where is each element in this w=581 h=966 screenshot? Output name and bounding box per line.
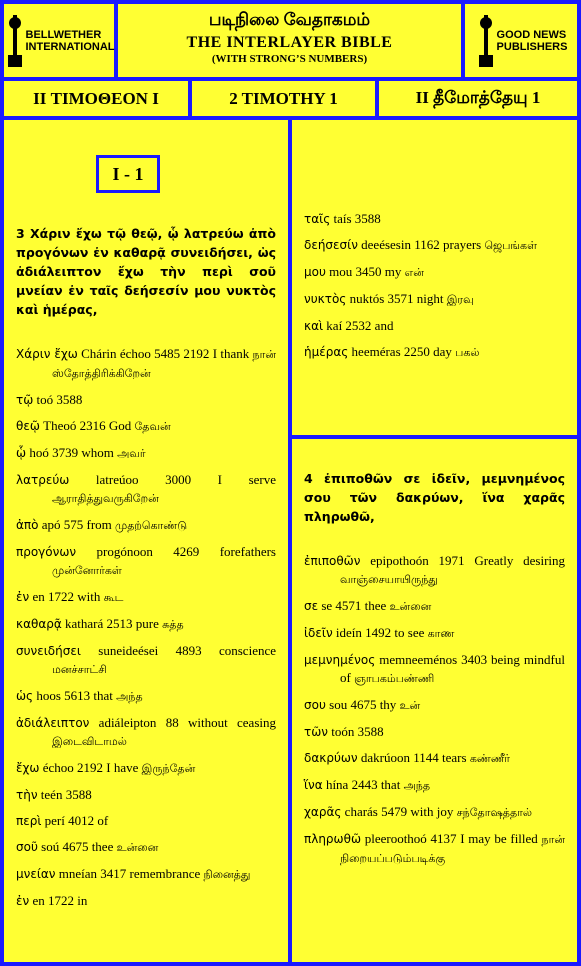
transliteration: ideín 1492 to see	[335, 625, 425, 640]
transliteration: progónoon 4269 forefathers	[96, 544, 276, 559]
tamil-gloss: ஞாபகம்பண்ணி	[354, 673, 435, 685]
transliteration: charás 5479 with joy	[344, 804, 454, 819]
transliteration: kaí 2532 and	[326, 318, 394, 333]
title-english: THE INTERLAYER BIBLE	[186, 34, 393, 51]
word-entry	[304, 236, 565, 255]
tamil-gloss: ஆராதித்துவருகிறேன்	[52, 493, 159, 505]
right-bottom-word-list	[304, 552, 565, 868]
title-block	[118, 4, 461, 77]
greek-word: μου	[304, 265, 326, 279]
word-entry	[304, 597, 565, 616]
word-entry	[16, 471, 276, 508]
transliteration: taís 3588	[333, 211, 381, 226]
greek-word: μνείαν	[16, 867, 56, 881]
word-entry	[304, 696, 565, 715]
greek-word: ὡς	[16, 689, 34, 703]
transliteration: Theoó 2316 God	[43, 418, 132, 433]
greek-word: τῷ	[16, 393, 34, 407]
tamil-gloss: ஜெபங்கள்	[484, 240, 538, 252]
tamil-gloss: இரவு	[446, 294, 474, 306]
right-top-word-list	[304, 210, 565, 362]
right-top-column	[292, 120, 577, 435]
good-news-logo	[465, 4, 577, 77]
figure-icon	[475, 13, 497, 69]
greek-word: ἡμέρας	[304, 345, 349, 359]
transliteration: hína 2443 that	[325, 777, 401, 792]
figure-icon	[4, 13, 26, 69]
tamil-gloss: என்	[404, 267, 424, 279]
chapter-badge: I - 1	[96, 155, 160, 193]
tamil-gloss: முதற்கொண்டு	[115, 520, 188, 532]
transliteration: teén 3588	[40, 787, 92, 802]
tamil-gloss: சந்தோஷத்தால்	[456, 807, 532, 819]
word-entry	[16, 642, 276, 679]
transliteration: latreúoo 3000 I serve	[95, 472, 276, 487]
greek-word: λατρεύω	[16, 473, 70, 487]
transliteration: memneeménos 3403 being mindful of	[340, 652, 565, 685]
transliteration: suneideései 4893 conscience	[98, 643, 277, 658]
greek-word: ἐπιποθῶν	[304, 554, 361, 568]
transliteration: heeméras 2250 day	[351, 344, 452, 359]
right-bottom-column	[292, 439, 577, 962]
word-entry	[16, 838, 276, 857]
transliteration: mou 3450 my	[329, 264, 402, 279]
greek-word: πληρωθῶ	[304, 832, 361, 846]
transliteration: dakrúoon 1144 tears	[360, 750, 467, 765]
transliteration: epipothoón 1971 Greatly desiring	[370, 553, 566, 568]
greek-word: τὴν	[16, 788, 38, 802]
tamil-gloss: அந்த	[116, 691, 143, 703]
word-entry	[16, 759, 276, 778]
greek-word: νυκτὸς	[304, 292, 347, 306]
verse-3-greek: 3 Χάριν ἔχω τῷ θεῷ, ᾧ λατρεύω ἀπὸ προγόνων ἐν καθαρᾷ συνειδήσει, ὡς ἀδιάλειπτον ἔχω τὴν περὶ σοῦ μνείαν ἐν ταῖς δεήσεσίν μου νυκτὸς καὶ ἡμέρας,	[16, 226, 276, 317]
bellwether-logo-text: BELLWETHER INTERNATIONAL	[25, 28, 115, 53]
greek-word: δακρύων	[304, 751, 358, 765]
tamil-gloss: சுத்த	[162, 619, 184, 631]
greek-word: σε	[304, 599, 319, 613]
tamil-gloss: மனச்சாட்சி	[52, 664, 107, 676]
greek-word: ἔχω	[16, 761, 40, 775]
tamil-gloss: கண்ணீர்	[469, 753, 511, 765]
tamil-gloss: இருந்தேன்	[141, 763, 196, 775]
word-entry	[16, 812, 276, 830]
tamil-gloss: உன்னை	[116, 842, 159, 854]
tamil-gloss: அந்த	[403, 780, 431, 792]
transliteration: hoó 3739 whom	[29, 445, 114, 460]
word-entry	[304, 776, 565, 795]
transliteration: apó 575 from	[41, 517, 112, 532]
word-entry	[304, 830, 565, 868]
transliteration: nuktós 3571 night	[349, 291, 444, 306]
word-entry	[16, 444, 276, 463]
word-entry	[16, 786, 276, 804]
greek-word: συνειδήσει	[16, 644, 81, 658]
greek-word: τῶν	[304, 725, 328, 739]
greek-word: χαρᾶς	[304, 805, 342, 819]
transliteration: soú 4675 thee	[41, 839, 114, 854]
word-entry	[16, 687, 276, 706]
transliteration: Chárin échoo 5485 2192 I thank	[81, 346, 250, 361]
greek-word: ἐν	[16, 590, 30, 604]
transliteration: mneían 3417 remembrance	[58, 866, 201, 881]
word-entry	[16, 345, 276, 383]
tamil-gloss: இடைவிடாமல்	[52, 736, 127, 748]
word-entry	[304, 803, 565, 822]
transliteration: en 1722 with	[32, 589, 101, 604]
greek-word: ταῖς	[304, 212, 331, 226]
word-entry	[304, 624, 565, 643]
greek-word: προγόνων	[16, 545, 77, 559]
subtitle: (WITH STRONG’S NUMBERS)	[211, 53, 368, 65]
word-entry	[16, 892, 276, 910]
greek-word: καὶ	[304, 319, 324, 333]
greek-word: Χάριν ἔχω	[16, 347, 78, 361]
word-entry	[304, 552, 565, 589]
word-entry	[304, 651, 565, 688]
transliteration: hoos 5613 that	[36, 688, 113, 703]
transliteration: kathará 2513 pure	[65, 616, 159, 631]
word-entry	[16, 516, 276, 535]
greek-word: σου	[304, 698, 326, 712]
word-entry	[304, 723, 565, 741]
left-word-list	[16, 345, 276, 910]
book-header-english: 2 TIMOTHY 1	[192, 81, 375, 116]
greek-word: ἀπὸ	[16, 518, 39, 532]
left-column	[4, 120, 288, 962]
word-entry	[16, 391, 276, 409]
tamil-gloss: உன்னை	[389, 601, 432, 613]
tamil-gloss: பகல்	[455, 347, 480, 359]
transliteration: se 4571 thee	[321, 598, 387, 613]
transliteration: perí 4012 of	[44, 813, 109, 828]
greek-word: ἐν	[16, 894, 30, 908]
transliteration: échoo 2192 I have	[42, 760, 139, 775]
greek-word: μεμνημένος	[304, 653, 376, 667]
transliteration: sou 4675 thy	[329, 697, 397, 712]
word-entry	[16, 865, 276, 884]
tamil-gloss: நான் நிறையப்படும்படிக்கு	[340, 834, 566, 865]
transliteration: adiáleipton 88 without ceasing	[98, 715, 277, 730]
word-entry	[304, 317, 565, 335]
word-entry	[304, 749, 565, 768]
tamil-gloss: நினைத்து	[203, 869, 251, 881]
word-entry	[304, 263, 565, 282]
transliteration: toó 3588	[36, 392, 83, 407]
greek-word: δεήσεσίν	[304, 238, 358, 252]
tamil-gloss: காண	[427, 628, 455, 640]
word-entry	[304, 290, 565, 309]
tamil-gloss: தேவன்	[134, 421, 171, 433]
word-entry	[16, 588, 276, 607]
greek-word: καθαρᾷ	[16, 617, 62, 631]
transliteration: pleeroothoó 4137 I may be filled	[364, 831, 538, 846]
word-entry	[304, 210, 565, 228]
tamil-gloss: முன்னோர்கள்	[52, 565, 122, 577]
greek-word: ἰδεῖν	[304, 626, 333, 640]
transliteration: toón 3588	[331, 724, 384, 739]
greek-word: ἀδιάλειπτον	[16, 716, 90, 730]
greek-word: περὶ	[16, 814, 42, 828]
tamil-gloss: கூட	[103, 592, 124, 604]
verse-4-greek: 4 ἐπιποθῶν σε ἰδεῖν, μεμνημένος σου τῶν δακρύων, ἵνα χαρᾶς πληρωθῶ,	[304, 471, 565, 524]
word-entry	[16, 615, 276, 634]
word-entry	[16, 543, 276, 580]
title-tamil: படிநிலை வேதாகமம்	[208, 10, 371, 29]
book-header-tamil: II தீமோத்தேயு 1	[379, 81, 577, 116]
greek-word: ᾧ	[16, 446, 27, 460]
greek-word: ἵνα	[304, 778, 323, 792]
greek-word: σοῦ	[16, 840, 38, 854]
good-news-logo-text: GOOD NEWS PUBLISHERS	[496, 28, 568, 53]
bellwether-logo	[4, 4, 114, 77]
tamil-gloss: அவர்	[117, 448, 146, 460]
good-news-logo-mark	[475, 13, 568, 69]
book-header-greek: II ΤΙΜΟΘΕΟΝ Ι	[4, 81, 188, 116]
tamil-gloss: வாஞ்சையாயிருந்து	[340, 574, 438, 586]
word-entry	[16, 417, 276, 436]
word-entry	[304, 343, 565, 362]
tamil-gloss: நான் ஸ்தோத்திரிக்கிறேன்	[52, 349, 277, 380]
greek-word: θεῷ	[16, 419, 40, 433]
tamil-gloss: உன்	[399, 700, 421, 712]
word-entry	[16, 714, 276, 751]
transliteration: deeésesin 1162 prayers	[361, 237, 482, 252]
transliteration: en 1722 in	[32, 893, 88, 908]
bellwether-logo-mark	[4, 13, 115, 69]
